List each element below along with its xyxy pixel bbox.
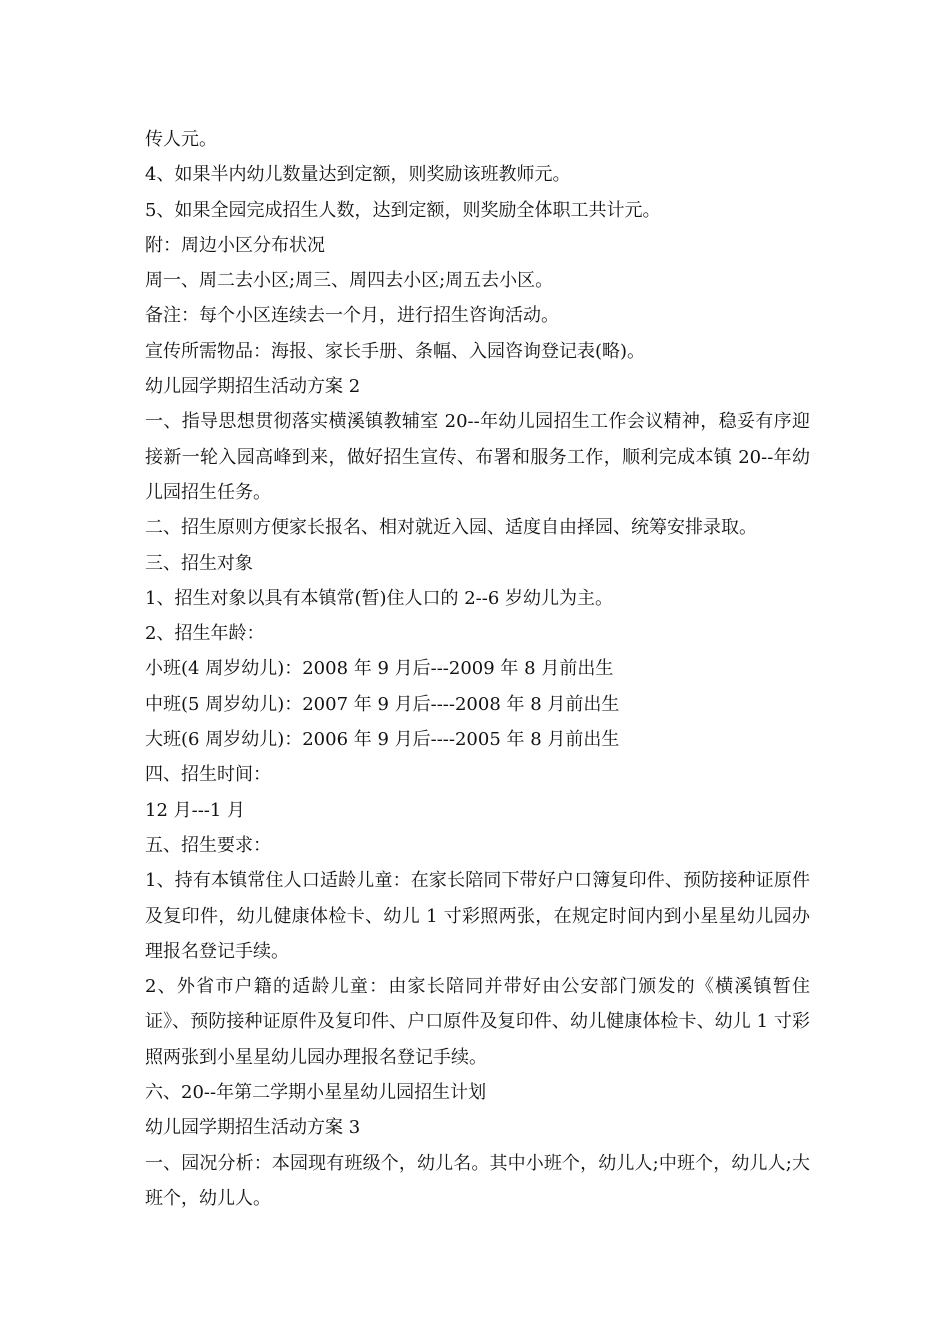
paragraph-materials: 宣传所需物品：海报、家长手册、条幅、入园咨询登记表(略)。 bbox=[145, 340, 646, 362]
paragraph-large-class: 大班(6 周岁幼儿)：2006 年 9 月后----2005 年 8 月前出生 bbox=[145, 729, 620, 751]
document-body bbox=[145, 122, 810, 1216]
paragraph-continuation: 传人元。 bbox=[145, 129, 217, 150]
paragraph-target-residents: 1、招生对象以具有本镇常(暂)住人口的 2--6 岁幼儿为主。 bbox=[145, 587, 614, 609]
paragraph-enrollment-age: 2、招生年龄： bbox=[145, 623, 265, 645]
appendix-heading: 附：周边小区分布状况 bbox=[145, 234, 325, 256]
paragraph-small-class: 小班(4 周岁幼儿)：2008 年 9 月后---2009 年 8 月前出生 bbox=[145, 658, 614, 680]
paragraph-nonlocal-requirements: 2、外省市户籍的适龄儿童：由家长陪同并带好由公安部门颁发的《横溪镇暂住证》、预防接种证原件及复印件、户口原件及复印件、幼儿健康体检卡、幼儿 1 寸彩照两张到小星星幼儿园办理报名登记手续。 bbox=[145, 976, 810, 1068]
paragraph-reward-all-staff: 5、如果全园完成招生人数，达到定额，则奖励全体职工共计元。 bbox=[145, 199, 661, 221]
section-title-plan-2: 幼儿园学期招生活动方案 2 bbox=[145, 376, 361, 398]
paragraph-local-requirements: 1、持有本镇常住人口适龄儿童：在家长陪同下带好户口簿复印件、预防接种证原件及复印件，幼儿健康体检卡、幼儿 1 寸彩照两张，在规定时间内到小星星幼儿园办理报名登记手续。 bbox=[145, 870, 810, 962]
heading-enrollment-requirements: 五、招生要求： bbox=[145, 834, 271, 856]
heading-enrollment-plan: 六、20--年第二学期小星星幼儿园招生计划 bbox=[145, 1082, 487, 1104]
paragraph-time-range: 12 月---1 月 bbox=[145, 799, 246, 821]
paragraph-guiding-idea: 一、指导思想贯彻落实横溪镇教辅室 20--年幼儿园招生工作会议精神，稳妥有序迎接新一轮入园高峰到来，做好招生宣传、布署和服务工作，顺利完成本镇 20--年幼儿园招生任务。 bbox=[145, 411, 810, 503]
heading-enrollment-targets: 三、招生对象 bbox=[145, 552, 253, 574]
heading-enrollment-time: 四、招生时间： bbox=[145, 764, 271, 786]
paragraph-principles: 二、招生原则方便家长报名、相对就近入园、适度自由择园、统筹安排录取。 bbox=[145, 517, 757, 539]
paragraph-weekly-schedule: 周一、周二去小区;周三、周四去小区;周五去小区。 bbox=[145, 270, 554, 292]
paragraph-situation-analysis: 一、园况分析：本园现有班级个，幼儿名。其中小班个，幼儿人;中班个，幼儿人;大班个，幼儿人。 bbox=[145, 1152, 810, 1209]
paragraph-note: 备注：每个小区连续去一个月，进行招生咨询活动。 bbox=[145, 305, 559, 327]
paragraph-middle-class: 中班(5 周岁幼儿)：2007 年 9 月后----2008 年 8 月前出生 bbox=[145, 693, 620, 715]
section-title-plan-3: 幼儿园学期招生活动方案 3 bbox=[145, 1117, 361, 1139]
paragraph-reward-class-teacher: 4、如果半内幼儿数量达到定额，则奖励该班教师元。 bbox=[145, 164, 571, 186]
